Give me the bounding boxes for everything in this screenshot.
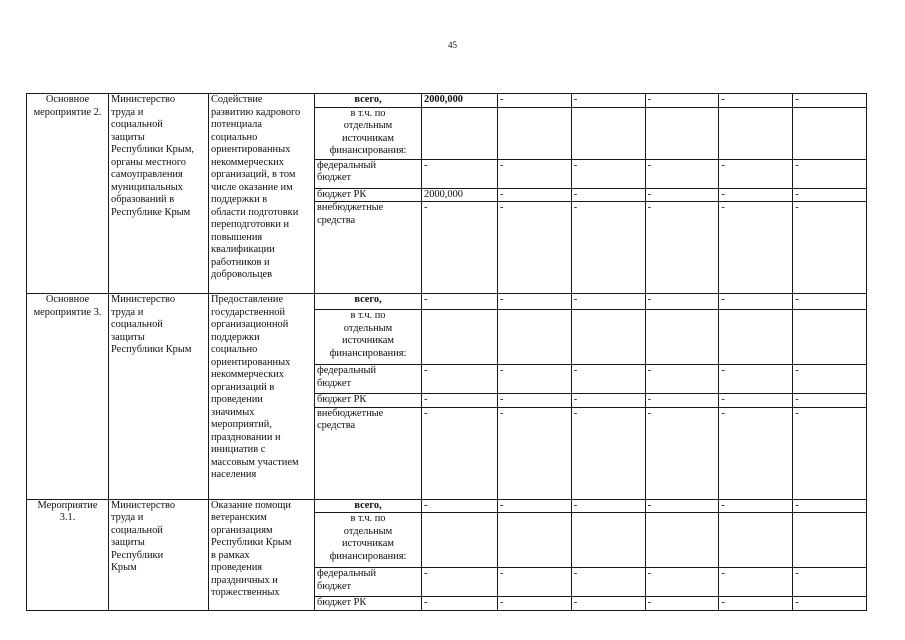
- value-cell: [645, 310, 719, 365]
- value-cell: [422, 107, 498, 159]
- value-cell: -: [571, 407, 645, 499]
- table-row: [27, 294, 867, 310]
- value-cell: -: [571, 188, 645, 202]
- value-cell: -: [719, 202, 793, 294]
- source-label-extra: внебюджетные средства: [315, 202, 422, 294]
- value-cell: -: [498, 202, 572, 294]
- value-cell: -: [719, 597, 793, 611]
- value-cell: -: [793, 499, 867, 513]
- source-label-total: всего,: [315, 499, 422, 513]
- value-cell: -: [422, 597, 498, 611]
- source-label-rk: бюджет РК: [315, 597, 422, 611]
- value-cell: -: [645, 597, 719, 611]
- page-number: 45: [448, 40, 457, 50]
- value-cell: -: [571, 568, 645, 597]
- measure-description: Оказание помощи ветеранским организациям Республики Крым в рамках проведения праздничных и торжественных: [209, 499, 315, 610]
- source-label-total: всего,: [315, 94, 422, 108]
- value-cell: -: [645, 94, 719, 108]
- value-cell: -: [498, 94, 572, 108]
- value-cell: -: [719, 294, 793, 310]
- executor: Министерство труда и социальной защиты Республики Крым, органы местного самоуправления муниципальных образований в Республике Крым: [109, 94, 209, 294]
- value-cell: -: [645, 159, 719, 188]
- value-cell: -: [571, 159, 645, 188]
- source-label-federal: федеральный бюджет: [315, 159, 422, 188]
- value-cell: -: [645, 202, 719, 294]
- value-cell: [422, 310, 498, 365]
- table-row: [27, 499, 867, 513]
- value-cell: -: [422, 202, 498, 294]
- executor: Министерство труда и социальной защиты Республики Крым: [109, 294, 209, 500]
- value-cell: [571, 107, 645, 159]
- value-cell: [571, 310, 645, 365]
- value-cell: -: [793, 568, 867, 597]
- table-row: [27, 94, 867, 108]
- value-cell: -: [719, 159, 793, 188]
- value-cell: [645, 107, 719, 159]
- value-cell: -: [645, 407, 719, 499]
- value-cell: -: [498, 597, 572, 611]
- financing-table: [26, 93, 867, 611]
- value-cell: -: [719, 365, 793, 394]
- value-cell: -: [498, 407, 572, 499]
- value-cell: [719, 107, 793, 159]
- item-name: Мероприятие 3.1.: [27, 499, 109, 610]
- value-cell: -: [422, 294, 498, 310]
- value-cell: -: [571, 499, 645, 513]
- value-cell: 2000,000: [422, 188, 498, 202]
- value-cell: -: [645, 568, 719, 597]
- source-label-total: всего,: [315, 294, 422, 310]
- value-cell: [719, 513, 793, 568]
- value-cell: -: [422, 407, 498, 499]
- source-label-extra: внебюджетные средства: [315, 407, 422, 499]
- item-name: Основное мероприятие 3.: [27, 294, 109, 500]
- value-cell: -: [719, 94, 793, 108]
- source-label-federal: федеральный бюджет: [315, 365, 422, 394]
- value-cell: -: [571, 294, 645, 310]
- value-cell: -: [793, 159, 867, 188]
- value-cell: [498, 513, 572, 568]
- source-label-incl: в т.ч. по отдельным источникам финансирования:: [315, 107, 422, 159]
- value-cell: -: [498, 365, 572, 394]
- value-cell: [645, 513, 719, 568]
- source-label-federal: федеральный бюджет: [315, 568, 422, 597]
- value-cell: -: [793, 188, 867, 202]
- source-label-incl: в т.ч. по отдельным источникам финансирования:: [315, 310, 422, 365]
- value-cell: [571, 513, 645, 568]
- value-cell: -: [719, 394, 793, 408]
- value-cell: -: [571, 202, 645, 294]
- value-cell: [498, 107, 572, 159]
- value-cell: -: [645, 499, 719, 513]
- source-label-rk: бюджет РК: [315, 188, 422, 202]
- value-cell: -: [793, 365, 867, 394]
- item-name: Основное мероприятие 2.: [27, 94, 109, 294]
- value-cell: -: [498, 294, 572, 310]
- value-cell: -: [719, 568, 793, 597]
- value-cell: -: [793, 597, 867, 611]
- measure-description: Предоставление государственной организационной поддержки социально ориентированных некоммерческих организаций в проведении значимых мероприятий, праздновании и инициатив с массовым участием населения: [209, 294, 315, 500]
- value-cell: [422, 513, 498, 568]
- value-cell: -: [645, 365, 719, 394]
- value-cell: -: [793, 394, 867, 408]
- value-cell: -: [571, 365, 645, 394]
- value-cell: -: [422, 568, 498, 597]
- value-cell: -: [571, 394, 645, 408]
- value-cell: [719, 310, 793, 365]
- value-cell: [793, 513, 867, 568]
- value-cell: [793, 107, 867, 159]
- value-cell: -: [571, 94, 645, 108]
- value-cell: -: [498, 394, 572, 408]
- value-cell: -: [793, 407, 867, 499]
- value-cell: -: [793, 202, 867, 294]
- value-cell: [498, 310, 572, 365]
- value-cell: -: [645, 188, 719, 202]
- value-cell: -: [719, 407, 793, 499]
- value-cell: -: [498, 499, 572, 513]
- measure-description: Содействие развитию кадрового потенциала социально ориентированных некоммерческих организаций, в том числе оказание им поддержки в области подготовки переподготовки и повышения квалификации работников и добровольцев: [209, 94, 315, 294]
- source-label-incl: в т.ч. по отдельным источникам финансирования:: [315, 513, 422, 568]
- value-cell: -: [793, 94, 867, 108]
- value-cell: 2000,000: [422, 94, 498, 108]
- value-cell: -: [422, 394, 498, 408]
- source-label-rk: бюджет РК: [315, 394, 422, 408]
- value-cell: -: [498, 568, 572, 597]
- value-cell: -: [645, 294, 719, 310]
- value-cell: -: [422, 499, 498, 513]
- value-cell: -: [422, 365, 498, 394]
- value-cell: -: [498, 188, 572, 202]
- value-cell: -: [645, 394, 719, 408]
- value-cell: -: [793, 294, 867, 310]
- value-cell: [793, 310, 867, 365]
- value-cell: -: [571, 597, 645, 611]
- value-cell: -: [422, 159, 498, 188]
- value-cell: -: [719, 188, 793, 202]
- executor: Министерство труда и социальной защиты Республики Крым: [109, 499, 209, 610]
- value-cell: -: [498, 159, 572, 188]
- value-cell: -: [719, 499, 793, 513]
